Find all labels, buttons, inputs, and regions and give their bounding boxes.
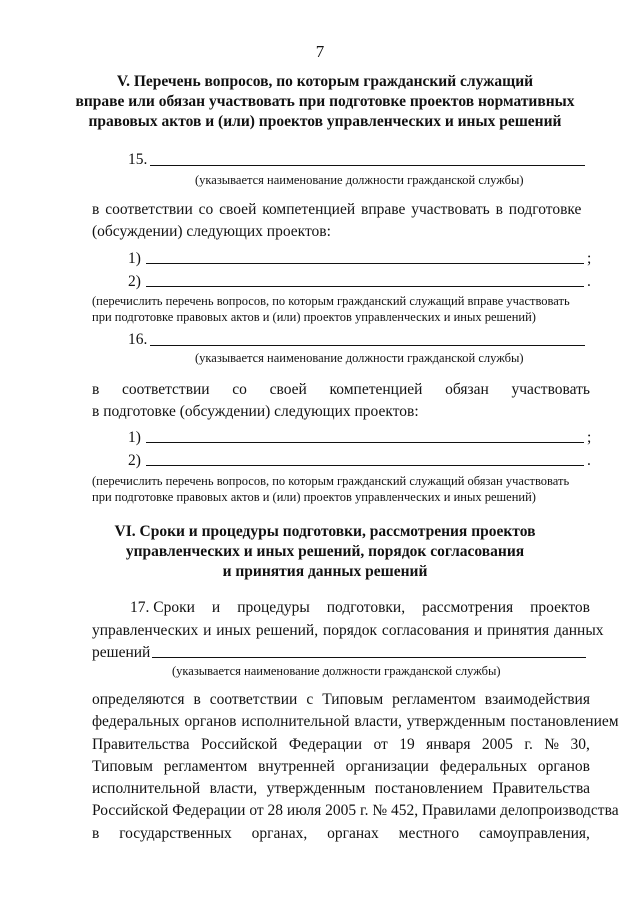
paragraph-line: в подготовке (обсуждении) следующих проектов: — [92, 403, 419, 420]
item-15-number: 15. — [128, 151, 148, 168]
word: со — [232, 381, 247, 398]
paragraph-line-justified — [92, 735, 590, 755]
heading-line: и принятия данных решений — [222, 563, 428, 580]
word: в — [92, 381, 100, 398]
list-end-mark: . — [587, 273, 591, 290]
section-5-heading — [70, 72, 580, 132]
word: проектов — [530, 599, 590, 616]
heading-line: VI. Сроки и процедуры подготовки, рассмотрения проектов — [114, 523, 536, 540]
word: Правительства — [492, 780, 590, 797]
heading-line: управленческих и иных решений, порядок согласования — [125, 543, 525, 560]
list-end-mark: ; — [587, 429, 592, 446]
word: соответствии — [122, 381, 210, 398]
paragraph-line-justified — [92, 779, 590, 799]
word: самоуправления, — [479, 825, 590, 842]
list-end-mark: . — [587, 452, 591, 469]
word: Типовым — [92, 758, 153, 775]
blank-line-project — [146, 263, 584, 264]
word: организации — [345, 758, 429, 775]
word: государственных — [119, 825, 232, 842]
word: компетенцией — [329, 381, 423, 398]
page-number: 7 — [315, 42, 325, 61]
paragraph-line-justified — [92, 690, 590, 710]
note-line: при подготовке правовых актов и (или) проектов управленческих и иных решений) — [92, 310, 536, 324]
list-number: 1) — [128, 429, 141, 446]
paragraph-line: Российской Федерации от 28 июля 2005 г. № 452, Правилами делопроизводства — [92, 802, 619, 819]
word: своей — [269, 381, 307, 398]
blank-line-project — [146, 286, 584, 287]
paragraph-line: управленческих и иных решений, порядок согласования и принятия данных — [92, 622, 604, 639]
paragraph-line-justified — [130, 598, 590, 618]
word: Правительства — [92, 736, 190, 753]
word: регламентом — [163, 758, 248, 775]
word: и — [211, 599, 221, 616]
word: обязан — [445, 381, 489, 398]
word: утвержденным — [266, 780, 366, 797]
word: 2005 — [481, 736, 513, 753]
heading-line: V. Перечень вопросов, по которым гражданский служащий — [116, 73, 534, 90]
word: Федерации — [288, 736, 363, 753]
paragraph-line-justified — [92, 824, 590, 844]
word: 17. Сроки — [130, 599, 195, 616]
word: от — [373, 736, 388, 753]
paragraph-line: в соответствии со своей компетенцией вправе участвовать в подготовке — [92, 201, 582, 218]
paragraph-line-justified — [92, 380, 590, 400]
word: органов — [537, 758, 590, 775]
word: Российской — [200, 736, 278, 753]
word: 19 — [399, 736, 415, 753]
blank-line-position — [150, 165, 585, 166]
word: власти, — [209, 780, 258, 797]
word: органах, — [251, 825, 308, 842]
word: регламентом — [392, 691, 476, 708]
list-end-mark: ; — [587, 250, 592, 267]
word: определяются — [92, 691, 185, 708]
word: процедуры — [237, 599, 310, 616]
word: постановлением — [374, 780, 483, 797]
heading-line: вправе или обязан участвовать при подготовке проектов нормативных — [75, 93, 575, 110]
note-line: при подготовке правовых актов и (или) проектов управленческих и иных решений) — [92, 490, 536, 504]
paragraph-line: федеральных органов исполнительной власти, утвержденным постановлением — [92, 713, 619, 730]
word: рассмотрения — [422, 599, 514, 616]
item-16-number: 16. — [128, 331, 148, 348]
note-line: (перечислить перечень вопросов, по которым гражданский служащий обязан участвовать — [92, 474, 570, 488]
word: местного — [398, 825, 460, 842]
word: января — [426, 736, 471, 753]
paragraph-line: (обсуждении) следующих проектов: — [92, 223, 331, 240]
word: соответствии — [209, 691, 298, 708]
position-caption: (указывается наименование должности гражданской службы) — [195, 173, 524, 187]
position-caption: (указывается наименование должности гражданской службы) — [172, 664, 501, 678]
heading-line: правовых актов и (или) проектов управленческих и иных решений — [88, 113, 562, 130]
word: федеральных — [439, 758, 528, 775]
position-caption: (указывается наименование должности гражданской службы) — [195, 351, 524, 365]
word: взаимодействия — [484, 691, 590, 708]
list-number: 1) — [128, 250, 141, 267]
word: исполнительной — [92, 780, 201, 797]
paragraph-line: решений — [92, 644, 151, 661]
word: Типовым — [322, 691, 384, 708]
word: подготовки, — [326, 599, 406, 616]
blank-line-project — [146, 442, 584, 443]
word: с — [306, 691, 314, 708]
word: участвовать — [511, 381, 590, 398]
blank-line-position — [152, 657, 586, 658]
list-number: 2) — [128, 273, 141, 290]
word: в — [92, 825, 100, 842]
word: г. — [524, 736, 533, 753]
word: 30, — [570, 736, 590, 753]
note-line: (перечислить перечень вопросов, по которым гражданский служащий вправе участвовать — [92, 294, 570, 308]
word: внутренней — [258, 758, 335, 775]
word: № — [544, 736, 560, 753]
list-number: 2) — [128, 452, 141, 469]
blank-line-project — [146, 465, 584, 466]
word: органах — [327, 825, 379, 842]
section-6-heading — [70, 522, 580, 582]
blank-line-position — [150, 345, 585, 346]
word: в — [193, 691, 201, 708]
paragraph-line-justified — [92, 757, 590, 777]
